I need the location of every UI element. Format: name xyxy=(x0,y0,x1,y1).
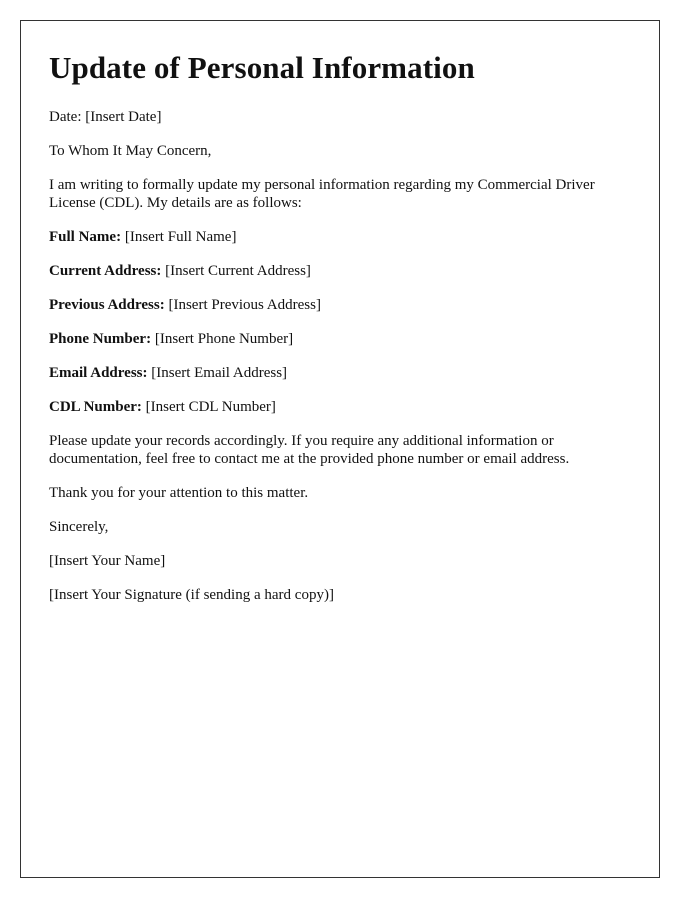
intro-paragraph: I am writing to formally update my personal information regarding my Commercial Driver License (CDL). My details are as follows: xyxy=(49,177,595,211)
signature-placeholder: [Insert Your Signature (if sending a hard copy)] xyxy=(49,587,334,603)
field-value: [Insert CDL Number] xyxy=(141,399,276,415)
letter-page xyxy=(20,20,660,878)
field-label: Previous Address: xyxy=(49,297,165,313)
field-previous-address xyxy=(49,296,631,314)
field-value: [Insert Phone Number] xyxy=(151,331,294,347)
field-value: [Insert Full Name] xyxy=(121,229,237,245)
field-value: [Insert Current Address] xyxy=(161,263,311,279)
field-current-address xyxy=(49,262,631,280)
thanks-line: Thank you for your attention to this matter. xyxy=(49,485,309,501)
field-phone-number xyxy=(49,330,631,348)
closing-line: Sincerely, xyxy=(49,519,109,535)
field-cdl-number xyxy=(49,398,631,416)
field-email-address xyxy=(49,364,631,382)
request-paragraph: Please update your records accordingly. If you require any additional information or documentation, feel free to contact me at the provided phone number or email address. xyxy=(49,433,570,467)
name-placeholder: [Insert Your Name] xyxy=(49,553,166,569)
salutation: To Whom It May Concern, xyxy=(49,143,212,159)
field-value: [Insert Previous Address] xyxy=(164,297,321,313)
field-label: Phone Number: xyxy=(49,331,152,347)
field-label: Current Address: xyxy=(49,263,162,279)
field-label: CDL Number: xyxy=(49,399,142,415)
field-label: Email Address: xyxy=(49,365,148,381)
field-value: [Insert Email Address] xyxy=(147,365,288,381)
field-label: Full Name: xyxy=(49,229,122,245)
date-line: Date: [Insert Date] xyxy=(49,109,162,125)
field-full-name xyxy=(49,228,631,246)
letter-title: Update of Personal Information xyxy=(49,50,475,85)
